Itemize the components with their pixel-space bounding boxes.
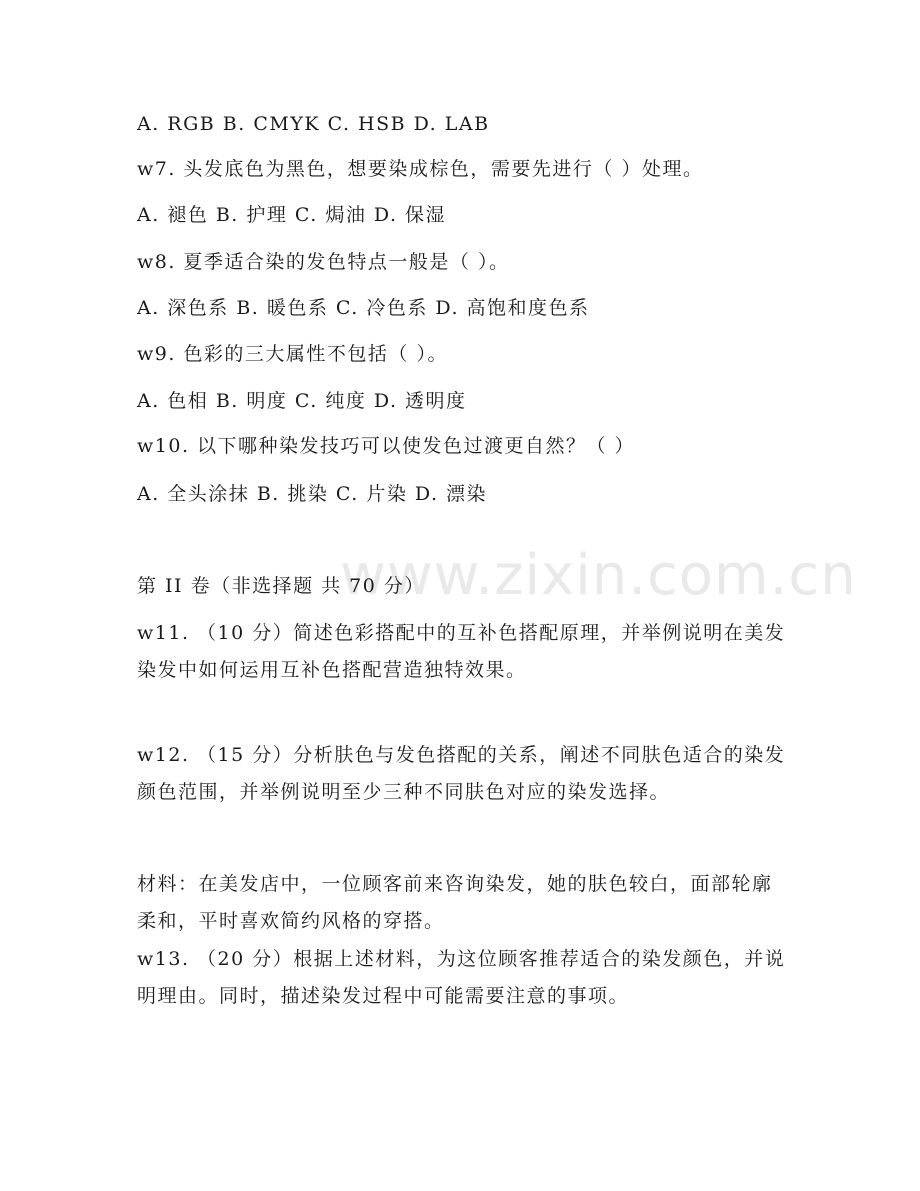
section-heading: 第 II 卷（非选择题 共 70 分） [137, 575, 425, 597]
question-7-stem: w7. 头发底色为黑色，想要染成棕色，需要先进行（ ）处理。 [137, 158, 704, 180]
watermark: www.zixin.com.cn [340, 543, 857, 608]
question-11: w11. （10 分）简述色彩搭配中的互补色搭配原理，并举例说明在美发染发中如何运用互补色搭配营造独特效果。 [137, 622, 786, 681]
question-10-stem: w10. 以下哪种染发技巧可以使发色过渡更自然？（ ） [137, 435, 636, 457]
question-8-stem: w8. 夏季适合染的发色特点一般是（ ）。 [137, 251, 510, 273]
material-text: 材料：在美发店中，一位顾客前来咨询染发，她的肤色较白，面部轮廓柔和，平时喜欢简约风格的穿搭。 [137, 873, 773, 932]
question-9-stem: w9. 色彩的三大属性不包括（ ）。 [137, 343, 448, 365]
question-12: w12. （15 分）分析肤色与发色搭配的关系，阐述不同肤色适合的染发颜色范围，并举例说明至少三种不同肤色对应的染发选择。 [137, 744, 786, 803]
question-8-options: A. 深色系 B. 暖色系 C. 冷色系 D. 高饱和度色系 [137, 297, 590, 319]
question-13: w13. （20 分）根据上述材料，为这位顾客推荐适合的染发颜色，并说明理由。同时，描述染发过程中可能需要注意的事项。 [137, 948, 786, 1007]
question-7-options: A. 褪色 B. 护理 C. 焗油 D. 保湿 [137, 204, 447, 226]
question-10-options: A. 全头涂抹 B. 挑染 C. 片染 D. 漂染 [137, 483, 488, 505]
question-9-options: A. 色相 B. 明度 C. 纯度 D. 透明度 [137, 390, 467, 412]
question-6-options: A. RGB B. CMYK C. HSB D. LAB [137, 113, 490, 135]
